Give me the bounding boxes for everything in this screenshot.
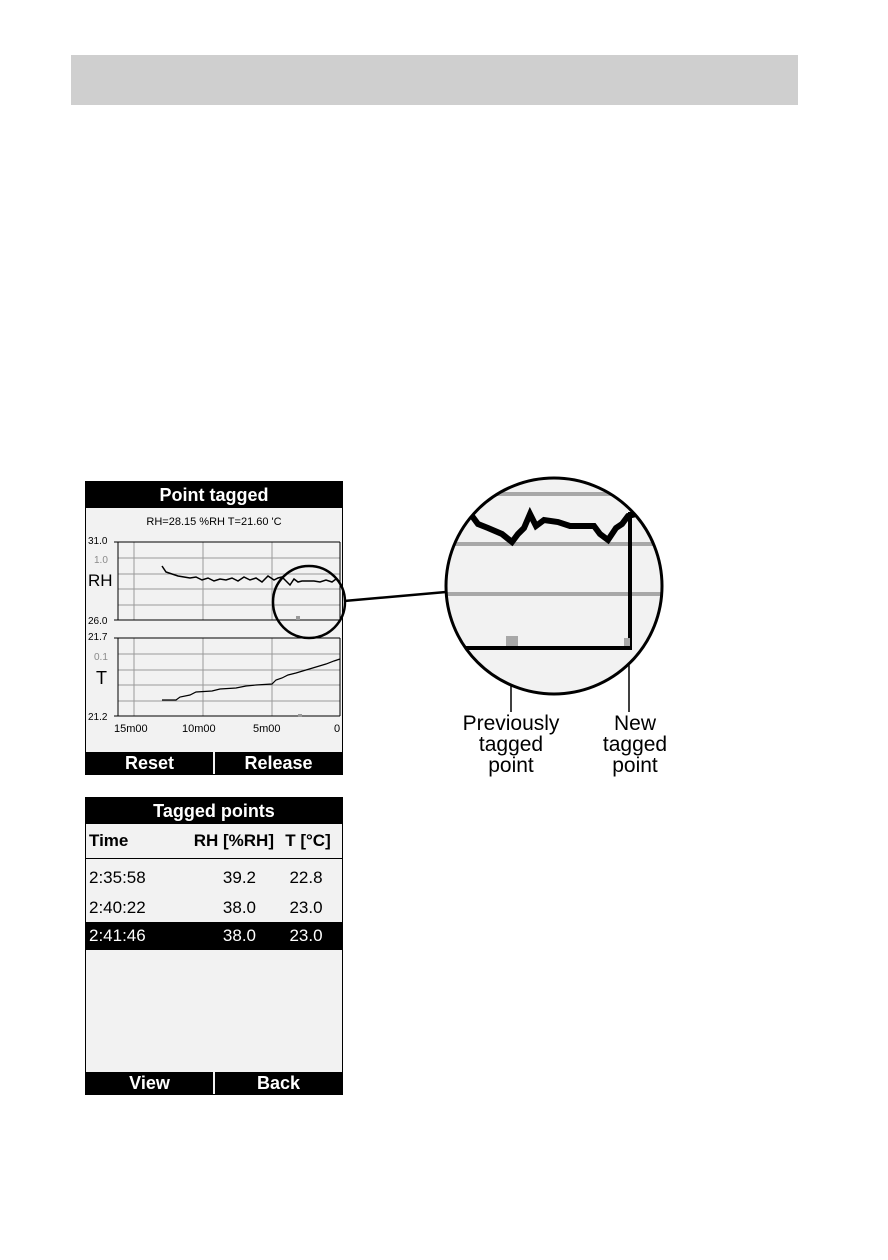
tagged-points-screen [86,798,342,1094]
measurement-readout: RH=28.15 %RH T=21.60 'C [146,516,282,528]
table-row[interactable] [86,864,342,892]
new-tagged-callout: New tagged point [602,712,668,777]
table-header [86,824,342,859]
column-t: T [°C] [285,831,331,850]
x-tick: 10m00 [182,723,216,735]
column-rh: RH [%RH] [193,831,274,850]
column-time: Time [89,831,129,850]
softkey-bar [86,1072,342,1094]
cell-t: 23.0 [289,898,323,917]
cell-time: 2:35:58 [89,868,146,887]
back-softkey[interactable]: Back [256,1073,301,1093]
rh-axis-min: 26.0 [88,616,108,624]
rh-axis-label: RH [88,571,113,590]
table-row[interactable] [86,894,342,922]
reset-softkey[interactable]: Reset [124,753,175,773]
cell-t: 23.0 [289,926,323,945]
cell-time: 2:40:22 [89,898,146,917]
release-softkey[interactable]: Release [244,753,313,773]
t-scale-label: 0.1 [94,652,108,663]
previously-tagged-callout: Previously tagged point [462,712,560,777]
rh-scale-label: 1.0 [94,555,108,566]
cell-rh: 38.0 [222,926,256,945]
table-row-selected[interactable] [86,922,342,950]
t-axis-min: 21.2 [88,712,108,723]
x-tick: 0 [334,723,341,735]
screen-title: Point tagged [86,482,342,508]
cell-rh: 38.0 [222,898,256,917]
cell-time: 2:41:46 [89,926,146,945]
cell-rh: 39.2 [222,868,256,887]
view-softkey[interactable]: View [129,1073,170,1093]
screen-title: Tagged points [86,798,342,824]
t-axis-label: T [96,668,107,688]
t-axis-max: 21.7 [88,632,108,643]
zoom-magnifier [444,476,664,696]
rh-axis-max: 31.0 [88,536,108,547]
x-tick: 5m00 [253,723,281,735]
x-tick: 15m00 [114,723,148,735]
cell-t: 22.8 [289,868,323,887]
